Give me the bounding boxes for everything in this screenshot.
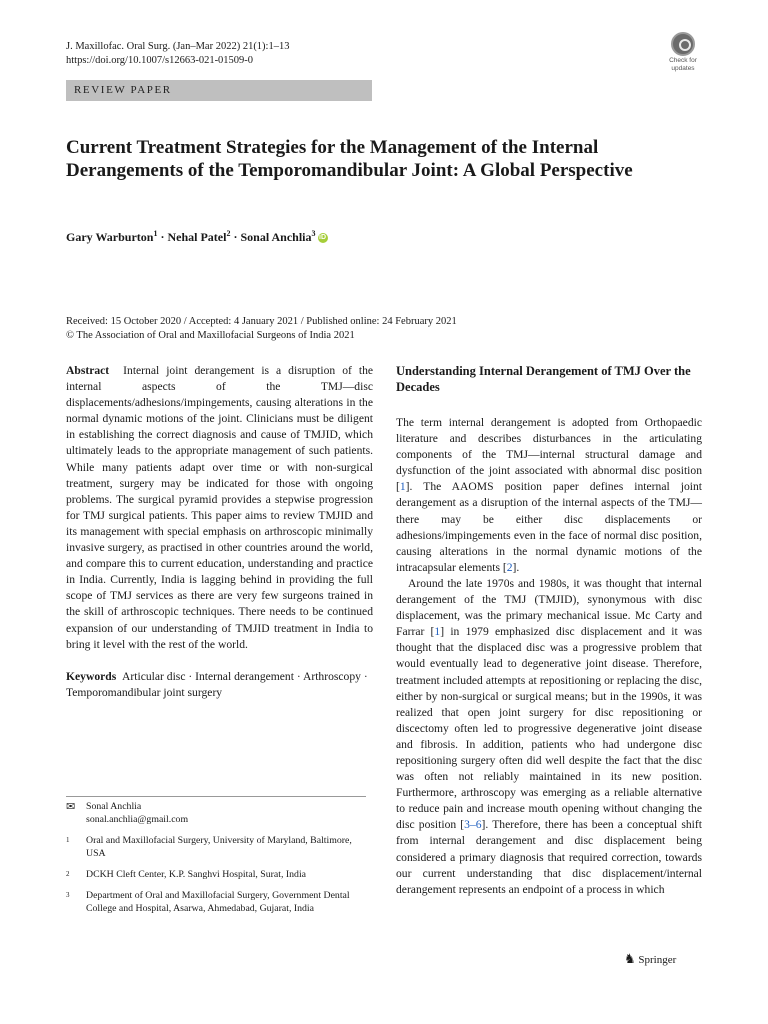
keywords-text: Articular disc · Internal derangement · Arthroscopy · Temporomandibular joint surgery	[66, 669, 368, 699]
body-paragraph	[396, 415, 702, 576]
citation-link[interactable]: 2	[506, 560, 513, 574]
check-updates-icon	[671, 32, 695, 56]
affiliation-number: 1	[66, 836, 70, 844]
publication-dates	[66, 315, 457, 343]
corresponding-author	[66, 800, 366, 826]
right-column	[396, 363, 702, 898]
affiliation-number: 2	[66, 870, 70, 878]
publisher-name: Springer	[638, 954, 677, 966]
review-paper-banner: REVIEW PAPER	[66, 80, 372, 101]
affiliation-marker: 1	[153, 229, 158, 238]
citation-link[interactable]: 3–6	[464, 818, 482, 832]
article-title: Current Treatment Strategies for the Management of the Internal Derangements of the Temporomandibular Joint: A Global Perspective	[66, 137, 633, 181]
paragraph-text: Around the late 1970s and 1980s, it was thought that internal derangement of the TMJ (TMJID), synonymous with disc displacement, was the primary mechanical issue. Mc Carty and Farrar [	[396, 576, 702, 639]
body-paragraph	[396, 576, 702, 898]
left-column	[66, 363, 373, 701]
citation-link[interactable]: 1	[434, 625, 441, 639]
check-updates-label-2: updates	[671, 65, 695, 72]
author-separator: ·	[230, 230, 241, 244]
check-updates-label-1: Check for	[669, 57, 697, 64]
journal-citation: J. Maxillofac. Oral Surg. (Jan–Mar 2022) 21(1):1–13	[66, 41, 290, 52]
affiliation-marker: 3	[311, 229, 316, 238]
affiliation-text: Department of Oral and Maxillofacial Surgery, Government Dental College and Hospital, Asarwa, Ahmedabad, Gujarat, India	[86, 890, 350, 914]
publisher-logo	[624, 952, 676, 967]
author-list	[66, 226, 328, 245]
affiliation-text: DCKH Cleft Center, K.P. Sanghvi Hospital, Surat, India	[86, 869, 307, 880]
author-separator: ·	[157, 230, 168, 244]
footnotes	[66, 796, 366, 915]
section-heading: Understanding Internal Derangement of TMJ Over the Decades	[396, 364, 691, 394]
affiliation-note	[66, 889, 366, 915]
abstract	[66, 363, 373, 653]
envelope-icon: ✉	[66, 801, 76, 813]
author-name[interactable]: Gary Warburton	[66, 230, 154, 244]
dates-line: Received: 15 October 2020 / Accepted: 4 January 2021 / Published online: 24 February 2021	[66, 316, 457, 327]
keywords-label: Keywords	[66, 669, 117, 683]
check-for-updates-badge[interactable]	[664, 32, 702, 70]
affiliation-text: Oral and Maxillofacial Surgery, University of Maryland, Baltimore, USA	[86, 835, 352, 859]
paragraph-text: ]. The AAOMS position paper defines internal joint derangement as a disruption of the internal aspects of the TMJ—there may be either disc displacements or adhesions/impingements even in the face of normal disc position, causing alterations in the normal dynamic motions of the intracapsular elements [	[396, 480, 702, 574]
journal-header	[66, 40, 289, 68]
paragraph-text: The term internal derangement is adopted from Orthopaedic literature and describes disturbances in the articulating components of the TMJ—internal structural damage and dysfunction of the joint associated with abnormal disc position [	[396, 416, 702, 494]
doi-link[interactable]: https://doi.org/10.1007/s12663-021-01509-0	[66, 55, 254, 66]
affiliation-number: 3	[66, 891, 70, 899]
affiliation-note	[66, 834, 366, 860]
affiliation-note	[66, 868, 366, 881]
author-name[interactable]: Sonal Anchlia	[240, 230, 312, 244]
author-name[interactable]: Nehal Patel	[167, 230, 227, 244]
contact-email[interactable]: sonal.anchlia@gmail.com	[86, 814, 189, 825]
abstract-label: Abstract	[66, 364, 110, 377]
contact-name: Sonal Anchlia	[86, 801, 142, 812]
abstract-text: Internal joint derangement is a disruption of the internal aspects of the TMJ—disc displacements/adhesions/impingements, causing alterations in the normal dynamic motions of the joint. Clinicians must be diligent in establishing the correct diagnosis and cause of TMJID, which ultimately leads to the appropriate management of such patients. While many patients adapt over time or with non-surgical treatment, surgery may be indicated for those with ongoing problems. The surgical pyramid provides a stepwise progression for TMJ surgical patients. This paper aims to review TMJID and its management with special emphasis on arthroscopic minimally invasive surgery, as practised in other countries around the world, and compare this to current education, understanding and practice in India. Currently, India is lagging behind in providing the full scope of TMJ services as there are very few surgeons trained in the skill of arthroscopic techniques. There needs to be continued expansion of our understanding of TMJID treatment in India to bring it level with the rest of the world.	[66, 364, 374, 651]
affiliation-marker: 2	[226, 229, 231, 238]
orcid-icon[interactable]: iD	[319, 234, 327, 242]
paragraph-text: ].	[512, 560, 520, 574]
paragraph-text: ] in 1979 emphasized disc displacement and it was thought that the displaced disc was a progressive problem that would eventually lead to degenerative joint disease. Therefore, treatment included attempts at repositioning or replacing the disc, either by non-surgical or surgical means; but in the 1990s, it was realized that open joint surgery for disc repositioning or discectomy often led to progressive degenerative joint disease and fibrosis. In addition, patients who had undergone disc repositioning surgery often did well despite the fact that the disc was often not reliably maintained in its new position. Furthermore, arthroscopy was emerging as a reliable alternative to reduce pain and increase mouth opening without changing the disc position [	[396, 625, 702, 832]
citation-link[interactable]: 1	[399, 480, 406, 494]
copyright-line: © The Association of Oral and Maxillofacial Surgeons of India 2021	[66, 330, 355, 341]
keywords	[66, 669, 373, 701]
springer-horse-icon: ♞	[624, 951, 636, 966]
paragraph-text: ]. Therefore, there has been a conceptual shift from internal derangement and disc displacement being considered a primary diagnosis that required correction, towards our current understanding that disc displacement/internal derangement represents an endpoint of a process in which	[396, 818, 702, 896]
